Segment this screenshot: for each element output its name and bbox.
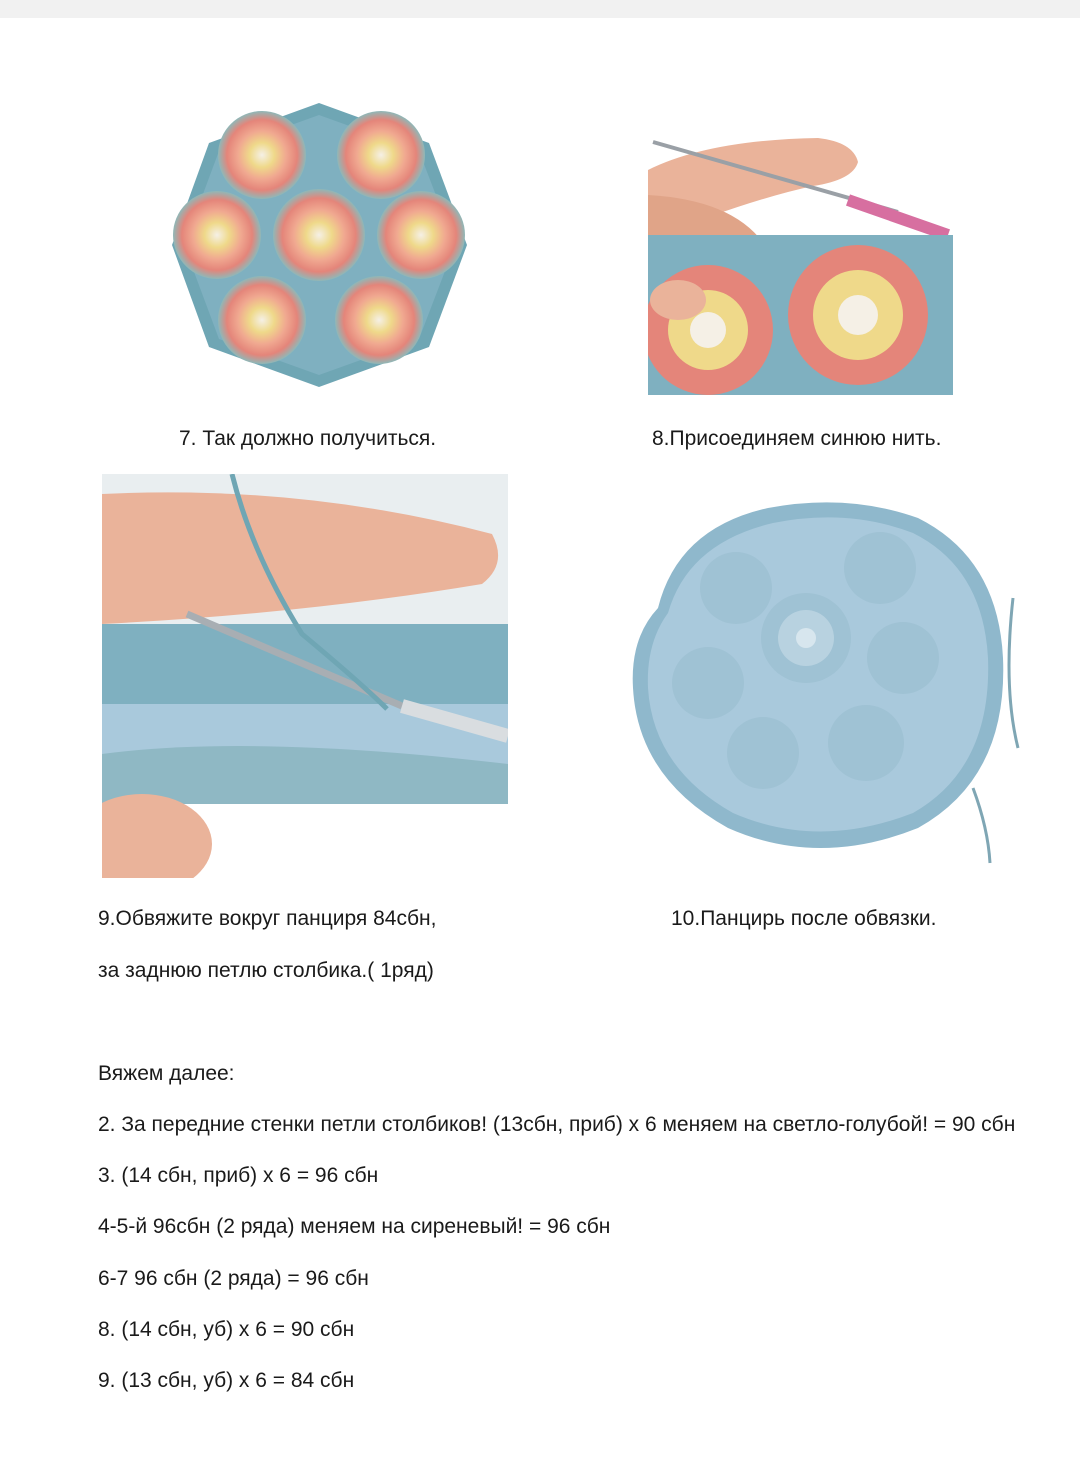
caption-step-9: 9.Обвяжите вокруг панциря 84сбн, xyxy=(98,907,437,930)
caption-step-8: 8.Присоединяем синюю нить. xyxy=(652,427,942,450)
instructions-intro: Вяжем далее: xyxy=(98,1062,235,1085)
instruction-row: 3. (14 сбн, приб) х 6 = 96 сбн xyxy=(98,1164,379,1187)
instruction-row: 6-7 96 сбн (2 ряда) = 96 сбн xyxy=(98,1267,369,1290)
photo-step-10 xyxy=(618,488,1028,873)
photo-step-9 xyxy=(102,474,508,878)
photo-step-8 xyxy=(648,100,953,395)
instruction-row: 9. (13 сбн, уб) х 6 = 84 сбн xyxy=(98,1369,355,1392)
caption-step-10: 10.Панцирь после обвязки. xyxy=(671,907,937,930)
photo-step-7 xyxy=(167,95,472,395)
top-bar xyxy=(0,0,1080,18)
instruction-row: 4-5-й 96сбн (2 ряда) меняем на сиреневый! = 96 сбн xyxy=(98,1215,611,1238)
caption-step-9-line2: за заднюю петлю столбика.( 1ряд) xyxy=(98,959,434,982)
caption-step-7: 7. Так должно получиться. xyxy=(179,427,437,450)
instruction-row: 2. За передние стенки петли столбиков! (13сбн, приб) х 6 меняем на светло-голубой! = 90 сбн xyxy=(98,1113,1016,1136)
instruction-row: 8. (14 сбн, уб) х 6 = 90 сбн xyxy=(98,1318,355,1341)
